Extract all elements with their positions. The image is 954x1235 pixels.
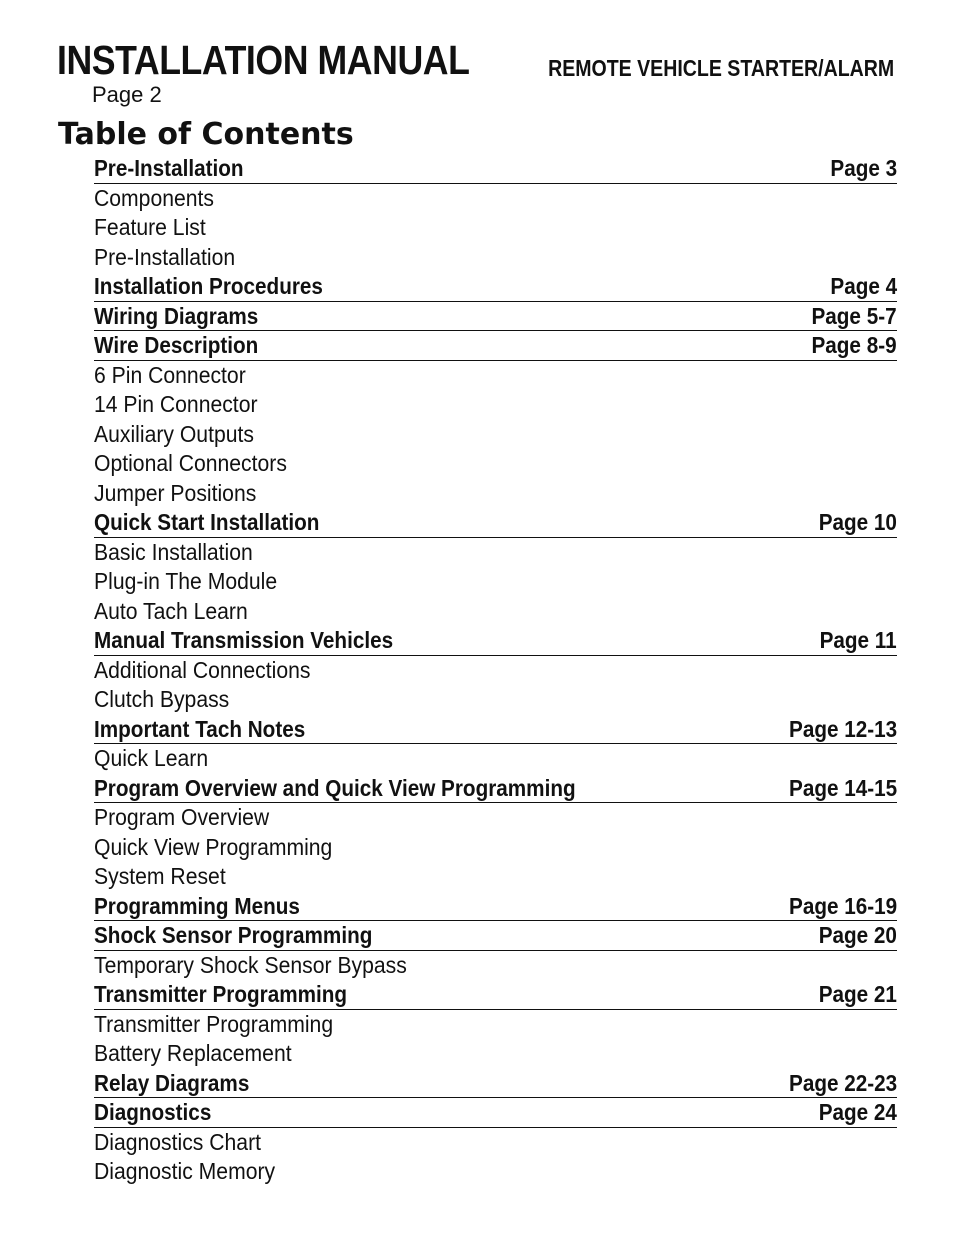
toc-subitem (94, 420, 897, 450)
toc-heading: Table of Contents (58, 117, 354, 152)
toc-subitem-label: Diagnostics Chart (94, 1128, 262, 1155)
toc-subitem-label: Optional Connectors (94, 450, 287, 476)
toc-subitem (94, 656, 897, 686)
toc-subitem (94, 538, 897, 568)
toc-section-title: Transmitter Programming (94, 981, 348, 1007)
toc-subitem-label: Temporary Shock Sensor Bypass (94, 951, 407, 978)
toc-section-entry (94, 715, 897, 745)
toc-subitem (94, 213, 897, 243)
toc-section-entry (94, 1069, 897, 1099)
toc-section-page: Page 4 (830, 273, 897, 299)
toc-section-entry (94, 508, 897, 538)
toc-subitem (94, 685, 897, 715)
toc-section-page: Page 5-7 (811, 302, 897, 329)
product-subtitle: REMOTE VEHICLE STARTER/ALARM (547, 55, 894, 81)
toc-section-entry (94, 272, 897, 302)
toc-subitem-label: Battery Replacement (94, 1040, 292, 1066)
toc-section-page: Page 16-19 (788, 892, 897, 919)
toc-section-title: Programming Menus (94, 892, 300, 919)
toc-subitem-label: Jumper Positions (94, 479, 257, 506)
toc-subitem (94, 361, 897, 391)
toc-section-title: Wire Description (94, 332, 259, 358)
toc-subitem-label: Quick View Programming (94, 833, 333, 860)
toc-section-page: Page 11 (819, 627, 897, 653)
table-of-contents (94, 154, 897, 1187)
toc-subitem (94, 744, 897, 774)
page-number: Page 2 (92, 82, 162, 107)
toc-section-entry (94, 302, 897, 332)
toc-section-entry (94, 774, 897, 804)
toc-section-entry (94, 892, 897, 922)
toc-section-title: Important Tach Notes (94, 715, 306, 742)
toc-section-title: Wiring Diagrams (94, 302, 259, 329)
toc-subitem-label: Diagnostic Memory (94, 1158, 276, 1184)
toc-section-title: Program Overview and Quick View Programming (94, 774, 576, 801)
toc-subitem (94, 803, 897, 833)
toc-section-entry (94, 921, 897, 951)
toc-section-page: Page 21 (818, 981, 897, 1007)
toc-section-page: Page 24 (818, 1099, 897, 1125)
toc-subitem-label: Basic Installation (94, 538, 253, 565)
toc-section-title: Pre-Installation (94, 155, 244, 181)
toc-section-title: Shock Sensor Programming (94, 922, 373, 948)
toc-subitem-label: Transmitter Programming (94, 1010, 334, 1037)
toc-section-page: Page 8-9 (811, 332, 897, 358)
toc-subitem (94, 390, 897, 420)
toc-section-page: Page 14-15 (788, 774, 897, 801)
toc-section-page: Page 20 (818, 922, 897, 948)
toc-subitem (94, 243, 897, 273)
toc-subitem-label: Components (94, 184, 214, 211)
toc-section-entry (94, 331, 897, 361)
toc-section-title: Relay Diagrams (94, 1069, 250, 1096)
toc-subitem-label: Auxiliary Outputs (94, 420, 254, 447)
toc-section-page: Page 3 (830, 155, 897, 181)
toc-subitem (94, 1039, 897, 1069)
toc-subitem-label: 6 Pin Connector (94, 361, 246, 388)
toc-subitem (94, 449, 897, 479)
toc-section-title: Installation Procedures (94, 273, 323, 299)
toc-subitem (94, 1157, 897, 1187)
toc-subitem (94, 951, 897, 981)
manual-title: INSTALLATION MANUAL (57, 37, 470, 83)
toc-subitem-label: Quick Learn (94, 745, 209, 771)
toc-section-page: Page 10 (818, 509, 897, 535)
toc-subitem-label: System Reset (94, 863, 226, 889)
toc-section-entry (94, 980, 897, 1010)
toc-subitem-label: 14 Pin Connector (94, 391, 258, 417)
toc-section-entry (94, 154, 897, 184)
toc-section-page: Page 22-23 (788, 1069, 897, 1096)
toc-section-title: Diagnostics (94, 1099, 212, 1125)
toc-section-title: Quick Start Installation (94, 509, 320, 535)
toc-subitem-label: Plug-in The Module (94, 568, 278, 594)
toc-subitem-label: Feature List (94, 214, 206, 240)
document-header (57, 36, 897, 106)
toc-subitem (94, 833, 897, 863)
toc-subitem (94, 479, 897, 509)
toc-section-entry (94, 626, 897, 656)
toc-section-page: Page 12-13 (788, 715, 897, 742)
toc-subitem (94, 862, 897, 892)
toc-section-title: Manual Transmission Vehicles (94, 627, 394, 653)
toc-subitem-label: Additional Connections (94, 656, 311, 683)
toc-subitem-label: Clutch Bypass (94, 686, 230, 712)
toc-subitem (94, 184, 897, 214)
toc-subitem-label: Pre-Installation (94, 243, 236, 270)
toc-subitem-label: Auto Tach Learn (94, 597, 248, 624)
toc-subitem (94, 1128, 897, 1158)
toc-subitem-label: Program Overview (94, 804, 270, 830)
toc-subitem (94, 597, 897, 627)
toc-subitem (94, 1010, 897, 1040)
toc-section-entry (94, 1098, 897, 1128)
toc-subitem (94, 567, 897, 597)
